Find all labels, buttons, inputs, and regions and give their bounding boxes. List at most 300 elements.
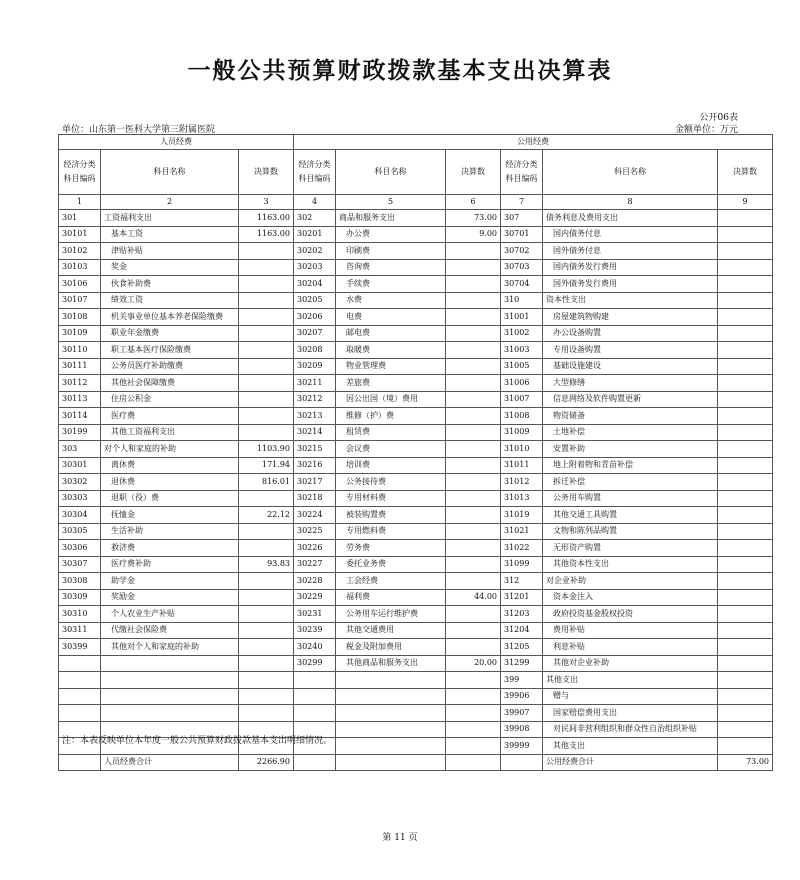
personnel-amount-cell — [239, 408, 294, 425]
personnel-amount-cell: 816.01 — [239, 474, 294, 491]
public-amount-cell: 44.00 — [446, 589, 501, 606]
public-amount-cell — [446, 309, 501, 326]
personnel-name-cell: 职工基本医疗保险缴费 — [101, 342, 239, 359]
capital-name-cell: 资本金注入 — [543, 589, 718, 606]
personnel-code-cell: 30311 — [59, 622, 101, 639]
col-number: 7 — [501, 195, 543, 210]
personnel-amount-cell — [239, 573, 294, 590]
capital-amount-cell — [718, 639, 773, 656]
public-code-cell: 30218 — [294, 490, 336, 507]
table-row — [59, 523, 773, 540]
personnel-amount-cell — [239, 606, 294, 623]
public-amount-cell — [446, 243, 501, 260]
public-name-cell — [336, 672, 446, 689]
personnel-code-cell: 30114 — [59, 408, 101, 425]
empty-cell — [501, 754, 543, 771]
capital-code-cell: 31006 — [501, 375, 543, 392]
table-row — [59, 705, 773, 722]
public-amount-cell: 73.00 — [446, 210, 501, 227]
public-code-cell: 30216 — [294, 457, 336, 474]
public-code-cell: 30211 — [294, 375, 336, 392]
capital-name-cell: 费用补贴 — [543, 622, 718, 639]
personnel-code-cell: 30112 — [59, 375, 101, 392]
table-row — [59, 226, 773, 243]
personnel-amount-cell: 1163.00 — [239, 210, 294, 227]
personnel-code-cell: 30399 — [59, 639, 101, 656]
public-code-cell — [294, 688, 336, 705]
capital-name-cell: 资本性支出 — [543, 292, 718, 309]
personnel-total-value: 2266.90 — [239, 754, 294, 771]
capital-amount-cell — [718, 358, 773, 375]
name-header: 科目名称 — [543, 150, 718, 195]
public-name-cell: 物业管理费 — [336, 358, 446, 375]
public-name-cell: 印刷费 — [336, 243, 446, 260]
personnel-amount-cell — [239, 391, 294, 408]
public-code-cell: 30204 — [294, 276, 336, 293]
personnel-amount-cell — [239, 342, 294, 359]
capital-code-cell: 31201 — [501, 589, 543, 606]
public-name-cell: 租赁费 — [336, 424, 446, 441]
personnel-code-cell: 301 — [59, 210, 101, 227]
public-code-cell — [294, 705, 336, 722]
personnel-code-cell: 30103 — [59, 259, 101, 276]
personnel-amount-cell — [239, 705, 294, 722]
personnel-amount-cell — [239, 655, 294, 672]
capital-amount-cell — [718, 507, 773, 524]
public-amount-cell — [446, 507, 501, 524]
capital-amount-cell — [718, 391, 773, 408]
public-name-cell: 咨询费 — [336, 259, 446, 276]
capital-amount-cell — [718, 210, 773, 227]
capital-code-cell: 31299 — [501, 655, 543, 672]
personnel-amount-cell — [239, 672, 294, 689]
public-name-cell: 工会经费 — [336, 573, 446, 590]
table-row — [59, 408, 773, 425]
capital-code-cell: 31002 — [501, 325, 543, 342]
capital-amount-cell — [718, 655, 773, 672]
table-row — [59, 243, 773, 260]
table-row — [59, 589, 773, 606]
col-number: 2 — [101, 195, 239, 210]
public-name-cell: 税金及附加费用 — [336, 639, 446, 656]
capital-amount-cell — [718, 540, 773, 557]
capital-code-cell: 31007 — [501, 391, 543, 408]
personnel-amount-cell — [239, 325, 294, 342]
capital-name-cell: 利息补贴 — [543, 639, 718, 656]
capital-name-cell: 安置补助 — [543, 441, 718, 458]
public-amount-cell — [446, 259, 501, 276]
public-amount-cell — [446, 573, 501, 590]
public-amount-cell — [446, 622, 501, 639]
personnel-amount-cell — [239, 589, 294, 606]
capital-name-cell: 基础设施建设 — [543, 358, 718, 375]
personnel-code-cell: 30108 — [59, 309, 101, 326]
public-amount-cell — [446, 606, 501, 623]
capital-name-cell: 文物和陈列品购置 — [543, 523, 718, 540]
capital-amount-cell — [718, 474, 773, 491]
personnel-code-cell: 30101 — [59, 226, 101, 243]
personnel-amount-cell — [239, 292, 294, 309]
public-name-cell: 取暖费 — [336, 342, 446, 359]
capital-code-cell: 31001 — [501, 309, 543, 326]
personnel-code-cell: 30107 — [59, 292, 101, 309]
capital-name-cell: 其他对企业补助 — [543, 655, 718, 672]
capital-name-cell: 其他资本性支出 — [543, 556, 718, 573]
capital-amount-cell — [718, 259, 773, 276]
col-number: 6 — [446, 195, 501, 210]
public-code-cell: 30208 — [294, 342, 336, 359]
public-code-cell: 30217 — [294, 474, 336, 491]
public-name-cell: 公务用车运行维护费 — [336, 606, 446, 623]
table-row — [59, 688, 773, 705]
personnel-name-cell: 其他对个人和家庭的补助 — [101, 639, 239, 656]
capital-amount-cell — [718, 457, 773, 474]
capital-code-cell: 39906 — [501, 688, 543, 705]
capital-name-cell: 其他支出 — [543, 672, 718, 689]
public-code-cell: 30201 — [294, 226, 336, 243]
capital-amount-cell — [718, 589, 773, 606]
personnel-code-cell: 30110 — [59, 342, 101, 359]
personnel-name-cell: 生活补助 — [101, 523, 239, 540]
public-name-cell: 劳务费 — [336, 540, 446, 557]
public-name-cell: 其他商品和服务支出 — [336, 655, 446, 672]
capital-amount-cell — [718, 606, 773, 623]
public-amount-cell — [446, 705, 501, 722]
page-number: 第 11 页 — [382, 833, 418, 843]
public-name-cell: 邮电费 — [336, 325, 446, 342]
capital-amount-cell — [718, 721, 773, 738]
capital-code-cell: 31203 — [501, 606, 543, 623]
capital-code-cell: 31012 — [501, 474, 543, 491]
public-amount-cell — [446, 672, 501, 689]
table-row — [59, 210, 773, 227]
col-number: 5 — [336, 195, 446, 210]
header-row-numbers — [59, 195, 773, 210]
public-name-cell — [336, 688, 446, 705]
public-amount-cell: 9.00 — [446, 226, 501, 243]
public-name-cell: 公务接待费 — [336, 474, 446, 491]
personnel-header: 人员经费 — [59, 135, 294, 150]
table-row — [59, 309, 773, 326]
personnel-name-cell — [101, 705, 239, 722]
public-code-cell: 30225 — [294, 523, 336, 540]
capital-code-cell: 31011 — [501, 457, 543, 474]
public-code-cell — [294, 672, 336, 689]
public-name-cell: 专用燃料费 — [336, 523, 446, 540]
public-name-cell — [336, 738, 446, 755]
table-row — [59, 655, 773, 672]
personnel-code-cell: 30111 — [59, 358, 101, 375]
public-code-cell: 30229 — [294, 589, 336, 606]
amount-header: 决算数 — [446, 150, 501, 195]
personnel-code-cell: 30113 — [59, 391, 101, 408]
public-amount-cell — [446, 424, 501, 441]
capital-amount-cell — [718, 688, 773, 705]
col-number: 3 — [239, 195, 294, 210]
capital-amount-cell — [718, 342, 773, 359]
personnel-code-cell: 30305 — [59, 523, 101, 540]
personnel-name-cell: 医疗费补助 — [101, 556, 239, 573]
table-row — [59, 556, 773, 573]
public-code-cell: 30228 — [294, 573, 336, 590]
capital-amount-cell — [718, 490, 773, 507]
public-amount-cell — [446, 292, 501, 309]
table-row — [59, 622, 773, 639]
public-amount-cell — [446, 490, 501, 507]
public-code-cell: 30213 — [294, 408, 336, 425]
capital-code-cell: 31205 — [501, 639, 543, 656]
public-amount-cell — [446, 457, 501, 474]
empty-cell — [446, 754, 501, 771]
personnel-amount-cell — [239, 358, 294, 375]
public-code-cell: 302 — [294, 210, 336, 227]
code-header: 经济分类科目编码 — [501, 150, 543, 195]
personnel-amount-cell — [239, 424, 294, 441]
personnel-name-cell: 其他工资福利支出 — [101, 424, 239, 441]
capital-name-cell: 专用设备购置 — [543, 342, 718, 359]
capital-amount-cell — [718, 226, 773, 243]
capital-code-cell: 312 — [501, 573, 543, 590]
personnel-amount-cell — [239, 540, 294, 557]
personnel-code-cell: 30307 — [59, 556, 101, 573]
capital-name-cell: 政府投资基金股权投资 — [543, 606, 718, 623]
capital-name-cell: 国内债务付息 — [543, 226, 718, 243]
capital-name-cell: 房屋建筑物购建 — [543, 309, 718, 326]
table-body — [59, 135, 773, 771]
personnel-code-cell — [59, 655, 101, 672]
personnel-amount-cell — [239, 276, 294, 293]
code-header: 经济分类科目编码 — [59, 150, 101, 195]
capital-code-cell: 31013 — [501, 490, 543, 507]
public-code-cell: 30215 — [294, 441, 336, 458]
personnel-amount-cell: 171.94 — [239, 457, 294, 474]
public-name-cell: 其他交通费用 — [336, 622, 446, 639]
public-header: 公用经费 — [294, 135, 773, 150]
public-amount-cell — [446, 738, 501, 755]
personnel-code-cell: 30303 — [59, 490, 101, 507]
personnel-code-cell: 30102 — [59, 243, 101, 260]
public-code-cell: 30239 — [294, 622, 336, 639]
personnel-name-cell: 代缴社会保险费 — [101, 622, 239, 639]
personnel-name-cell: 奖金 — [101, 259, 239, 276]
personnel-code-cell: 30302 — [59, 474, 101, 491]
personnel-name-cell: 助学金 — [101, 573, 239, 590]
capital-code-cell: 31010 — [501, 441, 543, 458]
capital-amount-cell — [718, 556, 773, 573]
personnel-code-cell: 30109 — [59, 325, 101, 342]
personnel-name-cell: 工资福利支出 — [101, 210, 239, 227]
table-row — [59, 474, 773, 491]
public-name-cell: 维修（护）费 — [336, 408, 446, 425]
table-row — [59, 490, 773, 507]
table-row — [59, 507, 773, 524]
personnel-code-cell: 30310 — [59, 606, 101, 623]
personnel-code-cell: 30308 — [59, 573, 101, 590]
public-code-cell: 30202 — [294, 243, 336, 260]
page-title: 一般公共预算财政拨款基本支出决算表 — [187, 58, 613, 84]
footnote: 注：本表反映单位本年度一般公共预算财政拨款基本支出明细情况。 — [62, 736, 333, 746]
personnel-code-cell: 30309 — [59, 589, 101, 606]
capital-code-cell: 31204 — [501, 622, 543, 639]
personnel-name-cell — [101, 688, 239, 705]
public-amount-cell — [446, 721, 501, 738]
table-row — [59, 672, 773, 689]
amount-header: 决算数 — [718, 150, 773, 195]
capital-name-cell: 国内债务发行费用 — [543, 259, 718, 276]
personnel-amount-cell — [239, 243, 294, 260]
table-row — [59, 375, 773, 392]
empty-cell — [294, 754, 336, 771]
table-row — [59, 342, 773, 359]
col-number: 4 — [294, 195, 336, 210]
col-number: 9 — [718, 195, 773, 210]
public-code-cell: 30205 — [294, 292, 336, 309]
personnel-name-cell: 抚恤金 — [101, 507, 239, 524]
table-row — [59, 573, 773, 590]
personnel-name-cell: 对个人和家庭的补助 — [101, 441, 239, 458]
capital-name-cell: 无形资产购置 — [543, 540, 718, 557]
capital-amount-cell — [718, 705, 773, 722]
table-row — [59, 540, 773, 557]
capital-code-cell: 39907 — [501, 705, 543, 722]
public-amount-cell — [446, 358, 501, 375]
capital-code-cell: 399 — [501, 672, 543, 689]
table-row — [59, 259, 773, 276]
personnel-name-cell: 住房公积金 — [101, 391, 239, 408]
personnel-name-cell: 机关事业单位基本养老保险缴费 — [101, 309, 239, 326]
public-code-cell: 30240 — [294, 639, 336, 656]
public-name-cell: 专用材料费 — [336, 490, 446, 507]
table-row — [59, 441, 773, 458]
capital-code-cell: 31009 — [501, 424, 543, 441]
personnel-code-cell — [59, 688, 101, 705]
public-name-cell: 电费 — [336, 309, 446, 326]
capital-code-cell: 307 — [501, 210, 543, 227]
capital-name-cell: 对民间非营利组织和群众性自治组织补贴 — [543, 721, 718, 738]
capital-code-cell: 31021 — [501, 523, 543, 540]
capital-amount-cell — [718, 622, 773, 639]
personnel-name-cell: 基本工资 — [101, 226, 239, 243]
public-amount-cell — [446, 342, 501, 359]
public-name-cell: 福利费 — [336, 589, 446, 606]
capital-amount-cell — [718, 292, 773, 309]
table-row — [59, 606, 773, 623]
capital-code-cell: 30704 — [501, 276, 543, 293]
capital-amount-cell — [718, 408, 773, 425]
public-name-cell — [336, 705, 446, 722]
table-row — [59, 457, 773, 474]
table-row — [59, 292, 773, 309]
personnel-amount-cell — [239, 622, 294, 639]
personnel-amount-cell — [239, 639, 294, 656]
capital-amount-cell — [718, 573, 773, 590]
capital-name-cell: 拆迁补偿 — [543, 474, 718, 491]
table-row — [59, 424, 773, 441]
public-amount-cell — [446, 391, 501, 408]
capital-amount-cell — [718, 441, 773, 458]
personnel-code-cell: 30106 — [59, 276, 101, 293]
personnel-code-cell — [59, 705, 101, 722]
public-amount-cell — [446, 408, 501, 425]
personnel-amount-cell — [239, 309, 294, 326]
public-code-cell: 30206 — [294, 309, 336, 326]
public-code-cell: 30227 — [294, 556, 336, 573]
capital-name-cell: 债务利息及费用支出 — [543, 210, 718, 227]
capital-name-cell: 赠与 — [543, 688, 718, 705]
public-code-cell: 30224 — [294, 507, 336, 524]
public-code-cell: 30203 — [294, 259, 336, 276]
public-code-cell: 30209 — [294, 358, 336, 375]
personnel-name-cell: 医疗费 — [101, 408, 239, 425]
public-name-cell: 因公出国（境）费用 — [336, 391, 446, 408]
doc-number: 公开06表 — [699, 113, 738, 123]
capital-name-cell: 办公设备购置 — [543, 325, 718, 342]
capital-amount-cell — [718, 325, 773, 342]
personnel-code-cell: 30199 — [59, 424, 101, 441]
col-number: 1 — [59, 195, 101, 210]
personnel-name-cell — [101, 672, 239, 689]
public-amount-cell — [446, 375, 501, 392]
capital-amount-cell — [718, 424, 773, 441]
capital-amount-cell — [718, 738, 773, 755]
capital-amount-cell — [718, 276, 773, 293]
personnel-name-cell: 职业年金缴费 — [101, 325, 239, 342]
public-amount-cell — [446, 441, 501, 458]
public-amount-cell — [446, 556, 501, 573]
capital-name-cell: 地上附着物和青苗补偿 — [543, 457, 718, 474]
public-amount-cell — [446, 474, 501, 491]
capital-name-cell: 大型修缮 — [543, 375, 718, 392]
capital-code-cell: 31099 — [501, 556, 543, 573]
public-name-cell — [336, 721, 446, 738]
personnel-name-cell: 个人农业生产补贴 — [101, 606, 239, 623]
public-code-cell: 30299 — [294, 655, 336, 672]
personnel-code-cell: 30304 — [59, 507, 101, 524]
personnel-amount-cell — [239, 375, 294, 392]
capital-name-cell: 物资储备 — [543, 408, 718, 425]
personnel-name-cell: 津贴补贴 — [101, 243, 239, 260]
capital-amount-cell — [718, 309, 773, 326]
public-name-cell: 会议费 — [336, 441, 446, 458]
name-header: 科目名称 — [336, 150, 446, 195]
public-code-cell: 30214 — [294, 424, 336, 441]
public-amount-cell — [446, 639, 501, 656]
personnel-name-cell — [101, 655, 239, 672]
personnel-name-cell: 奖励金 — [101, 589, 239, 606]
capital-code-cell: 31005 — [501, 358, 543, 375]
table-row — [59, 276, 773, 293]
public-total-value: 73.00 — [718, 754, 773, 771]
capital-name-cell: 国外债务付息 — [543, 243, 718, 260]
personnel-amount-cell — [239, 490, 294, 507]
public-name-cell: 水费 — [336, 292, 446, 309]
public-name-cell: 办公费 — [336, 226, 446, 243]
capital-amount-cell — [718, 243, 773, 260]
personnel-amount-cell — [239, 259, 294, 276]
capital-code-cell: 31003 — [501, 342, 543, 359]
personnel-name-cell: 救济费 — [101, 540, 239, 557]
public-name-cell: 委托业务费 — [336, 556, 446, 573]
public-amount-cell — [446, 276, 501, 293]
capital-name-cell: 国外债务发行费用 — [543, 276, 718, 293]
public-code-cell: 30226 — [294, 540, 336, 557]
personnel-name-cell: 绩效工资 — [101, 292, 239, 309]
unit-label: 单位：山东第一医科大学第三附属医院 — [62, 125, 216, 135]
capital-code-cell: 30703 — [501, 259, 543, 276]
capital-code-cell: 30702 — [501, 243, 543, 260]
capital-amount-cell — [718, 523, 773, 540]
public-code-cell: 30207 — [294, 325, 336, 342]
